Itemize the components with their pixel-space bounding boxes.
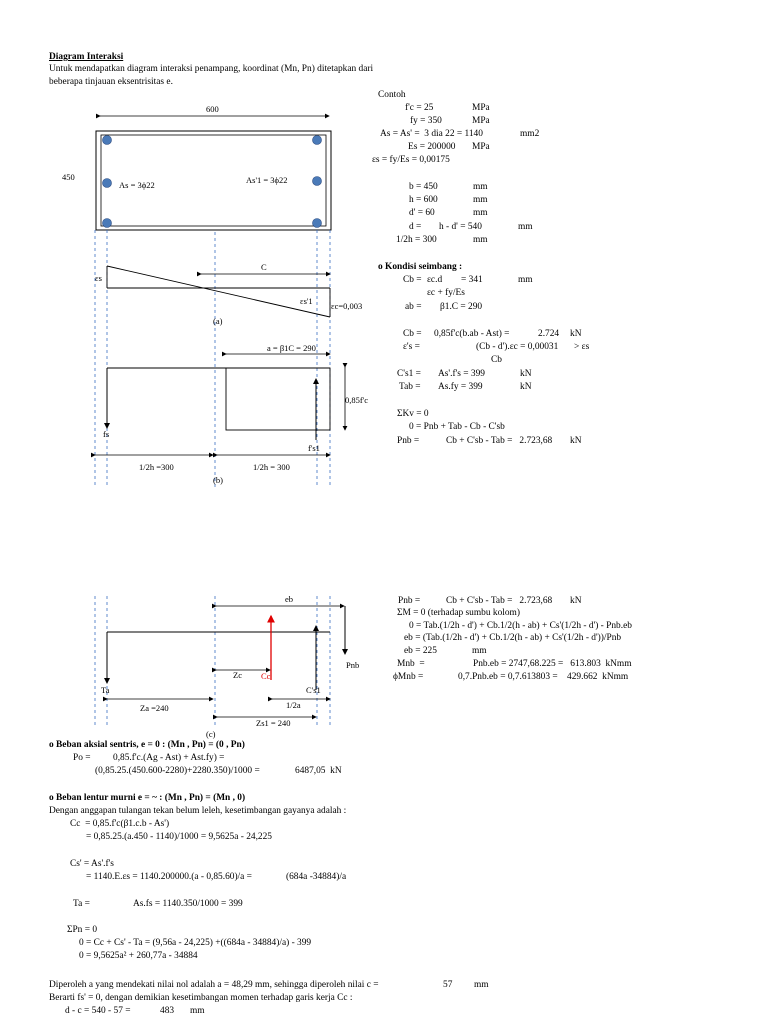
eps-c-label: εc=0,003 <box>331 301 363 311</box>
fs1-label: f's1 <box>308 443 320 453</box>
cb2-unit: kN <box>570 329 582 339</box>
ta-force-label: Ta <box>101 685 110 695</box>
po-label: Po = <box>73 753 91 763</box>
eps-prime-denominator: Cb <box>491 355 502 365</box>
cb2-formula: 0,85f'c(b.ab - Ast) = <box>434 329 510 339</box>
asp-rebar-label: As'1 = 3ϕ22 <box>246 175 288 185</box>
cb-value: = 341 <box>461 275 483 285</box>
intro-line-2: beberapa tinjauan eksentrisitas e. <box>49 77 173 87</box>
eps-prime-compare: > εs <box>574 342 590 352</box>
width-dim-label: 600 <box>206 104 219 114</box>
d-minus-c: d - c = 540 - 57 = <box>65 1006 131 1016</box>
sum-pn: ΣPn = 0 <box>67 925 98 935</box>
figure-c-caption: (c) <box>206 729 216 739</box>
cb2-value: 2.724 <box>538 329 560 339</box>
ab-label: ab = <box>405 302 422 312</box>
moment-pnb-label: Pnb = <box>398 596 421 606</box>
mnb-label: Mnb = <box>397 659 425 669</box>
eb-value: eb = 225 <box>404 646 437 656</box>
ta-label: Ta = <box>73 899 90 909</box>
po-formula: 0,85.f'c.(Ag - Ast) + Ast.fy) = <box>113 753 225 763</box>
pnb-force-label: Pnb <box>346 660 360 670</box>
cb-denominator: εc + fy/Es <box>427 288 465 298</box>
d-minus-c-unit: mm <box>190 1006 205 1016</box>
cb-unit: mm <box>518 275 533 285</box>
es-value: Es = 200000 <box>408 142 456 152</box>
result-line-1: Diperoleh a yang mendekati nilai nol adalah a = 48,29 mm, sehingga diperoleh nilai c = <box>49 980 379 990</box>
d-minus-c-value: 483 <box>160 1006 175 1016</box>
d-value: h - d' = 540 <box>439 222 482 232</box>
cs-eq-2-value: (684a -34884)/a <box>286 872 347 882</box>
moment-pnb-value: Cb + C'sb - Tab = 2.723,68 <box>446 596 553 606</box>
tab-label: Tab = <box>399 382 421 392</box>
moment-eq-1: 0 = Tab.(1/2h - d') + Cb.1/2(h - ab) + Cs'(1/2h - d') - Pnb.eb <box>409 621 632 631</box>
po-calc: (0,85.25.(450.600-2280)+2280.350)/1000 = <box>95 766 260 776</box>
height-dim-label: 450 <box>62 172 75 182</box>
pn-eq-2: 0 = 9,5625a² + 260,77a - 34884 <box>79 951 198 961</box>
cb2-label: Cb = <box>403 329 422 339</box>
sum-kv: ΣKv = 0 <box>397 409 429 419</box>
eps-prime-numerator: (Cb - d').εc = 0,00031 <box>476 342 559 352</box>
page-title: Diagram Interaksi <box>49 52 124 62</box>
zs1-label: Zs1 = 240 <box>256 718 291 728</box>
result-line-2: Berarti fs' = 0, dengan demikian kesetimbangan momen terhadap garis kerja Cc : <box>49 993 353 1003</box>
h-value: h = 600 <box>409 195 438 205</box>
fy-unit: MPa <box>472 116 490 126</box>
zc-label: Zc <box>233 670 242 680</box>
h-unit: mm <box>473 195 488 205</box>
po-value: 6487,05 kN <box>295 766 342 776</box>
cc-force-label: Cc <box>261 671 271 681</box>
cb-label: Cb = <box>403 275 422 285</box>
fs-label: fs <box>103 429 110 439</box>
moment-eq-2: eb = (Tab.(1/2h - d') + Cb.1/2(h - ab) + Cs'(1/2h - d'))/Pnb <box>404 633 622 643</box>
dp-unit: mm <box>473 208 488 218</box>
phi-mnb-value: 0,7.Pnb.eb = 0,7.613803 = 429.662 kNmm <box>458 672 629 682</box>
a-dim-label: a = β1C = 290 <box>267 343 316 353</box>
cs-eq-1: Cs' = As'.f's <box>70 859 114 869</box>
figure-a-caption: (a) <box>213 316 223 326</box>
half-a-label: 1/2a <box>286 700 301 710</box>
cs-eq-2: = 1140.E.εs = 1140.200000.(a - 0,85.60)/a = <box>86 872 252 882</box>
pnb-unit: kN <box>570 436 582 446</box>
fy-value: fy = 350 <box>410 116 442 126</box>
za-label: Za =240 <box>140 703 169 713</box>
eb-unit: mm <box>472 646 487 656</box>
es-unit: MPa <box>472 142 490 152</box>
d-unit: mm <box>518 222 533 232</box>
pnb-label: Pnb = <box>397 436 420 446</box>
b-value: b = 450 <box>409 182 438 192</box>
sentris-heading: o Beban aksial sentris, e = 0 : (Mn , Pn) = (0 , Pn) <box>49 740 245 750</box>
cs1-label: C's1 = <box>397 369 421 379</box>
pn-eq-1: 0 = Cc + Cs' - Ta = (9,56a - 24,225) +((684a - 34884)/a) - 399 <box>79 938 312 948</box>
pnb-value: Cb + C'sb - Tab = 2.723,68 <box>446 436 553 446</box>
moment-pnb-unit: kN <box>570 596 582 606</box>
as-rebar-label: As = 3ϕ22 <box>119 180 155 190</box>
eb-label: eb <box>285 594 294 604</box>
lentur-heading: o Beban lentur murni e = ~ : (Mn , Pn) = (Mn , 0) <box>49 793 246 803</box>
seimbang-heading: o Kondisi seimbang : <box>378 262 463 272</box>
intro-line-1: Untuk mendapatkan diagram interaksi penampang, koordinat (Mn, Pn) ditetapkan dari <box>49 64 374 74</box>
tab-value: As.fy = 399 <box>438 382 483 392</box>
eps-s-label: εs <box>95 273 102 283</box>
cc-eq-2: = 0,85.25.(a.450 - 1140)/1000 = 9,5625a - 24,225 <box>86 832 272 842</box>
lentur-intro: Dengan anggapan tulangan tekan belum leleh, kesetimbangan gayanya adalah : <box>49 806 347 816</box>
half-h-value: 1/2h = 300 <box>396 235 437 245</box>
as-unit: mm2 <box>520 129 540 139</box>
ta-value: As.fs = 1140.350/1000 = 399 <box>133 899 243 909</box>
phi-mnb-label: ϕMnb = <box>393 672 424 682</box>
cc-eq-1: Cc = 0,85.f'c(β1.c.b - As') <box>70 819 170 829</box>
cs1-value: As'.f's = 399 <box>438 369 485 379</box>
result-c-unit: mm <box>474 980 489 990</box>
tab-unit: kN <box>520 382 532 392</box>
contoh-heading: Contoh <box>378 90 406 100</box>
ab-value: β1.C = 290 <box>440 302 483 312</box>
dp-value: d' = 60 <box>409 208 435 218</box>
cs1-unit: kN <box>520 369 532 379</box>
cs1-force-label: C's1 <box>306 685 321 695</box>
half-h-right-label: 1/2h = 300 <box>253 462 290 472</box>
fc-unit: MPa <box>472 103 490 113</box>
as-value: As = As' = 3 dia 22 = 1140 <box>380 129 483 139</box>
fc-value: f'c = 25 <box>405 103 434 113</box>
figure-b-caption: (b) <box>213 475 223 485</box>
half-h-unit: mm <box>473 235 488 245</box>
half-h-left-label: 1/2h =300 <box>139 462 174 472</box>
sum-moment: ΣM = 0 (terhadap sumbu kolom) <box>397 608 520 618</box>
eps-prime-label: ε's = <box>403 342 420 352</box>
c-label: C <box>261 262 267 272</box>
result-c-value: 57 <box>443 980 453 990</box>
cb-numerator: εc.d <box>427 275 443 285</box>
fc-stress-label: 0,85f'c <box>345 395 369 405</box>
mnb-value: Pnb.eb = 2747,68.225 = 613.803 kNmm <box>473 659 632 669</box>
eps-s1-label: εs'1 <box>300 296 313 306</box>
equilibrium-eq: 0 = Pnb + Tab - Cb - C'sb <box>409 422 505 432</box>
d-label: d = <box>409 222 422 232</box>
eps-s-value: εs = fy/Es = 0,00175 <box>372 155 450 165</box>
b-unit: mm <box>473 182 488 192</box>
